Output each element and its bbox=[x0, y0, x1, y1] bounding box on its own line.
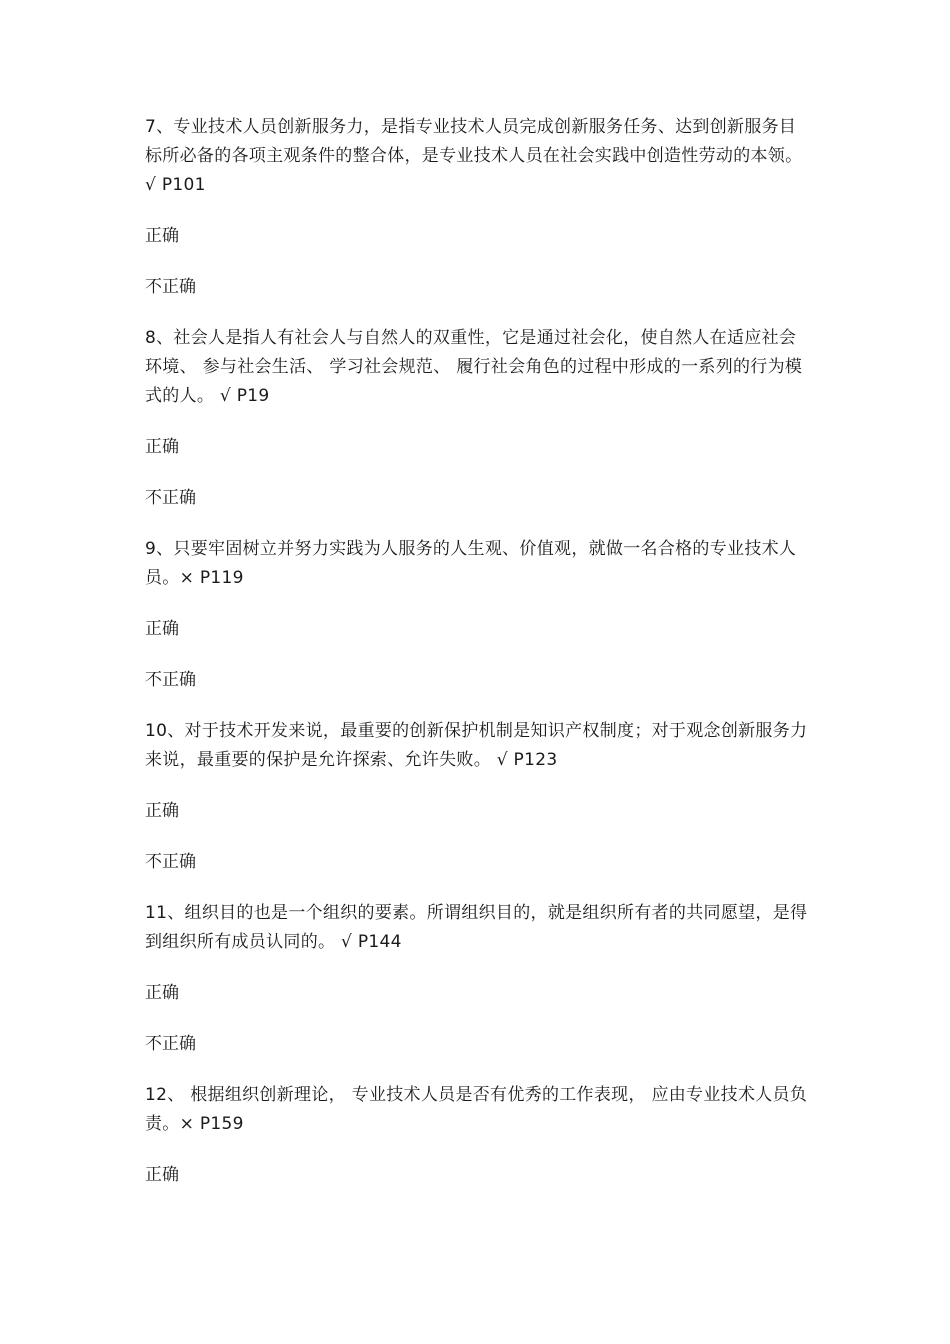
option-correct[interactable]: 正确 bbox=[145, 983, 179, 1003]
question-10 bbox=[145, 717, 810, 899]
question-text: 9、只要牢固树立并努力实践为人服务的人生观、价值观，就做一名合格的专业技术人员。× P119 bbox=[145, 539, 797, 588]
question-7 bbox=[145, 113, 810, 324]
question-text: 8、社会人是指人有社会人与自然人的双重性，它是通过社会化，使自然人在适应社会环境、 参与社会生活、 学习社会规范、 履行社会角色的过程中形成的一系列的行为模式的人。 √ P19 bbox=[145, 328, 803, 406]
question-12 bbox=[145, 1081, 810, 1190]
option-incorrect[interactable]: 不正确 bbox=[145, 488, 196, 508]
option-correct[interactable]: 正确 bbox=[145, 226, 179, 246]
question-text: 12、 根据组织创新理论， 专业技术人员是否有优秀的工作表现， 应由专业技术人员负责。× P159 bbox=[145, 1085, 808, 1134]
question-11 bbox=[145, 899, 810, 1081]
option-correct[interactable]: 正确 bbox=[145, 437, 179, 457]
option-incorrect[interactable]: 不正确 bbox=[145, 277, 196, 297]
question-9 bbox=[145, 535, 810, 717]
option-correct[interactable]: 正确 bbox=[145, 619, 179, 639]
option-correct[interactable]: 正确 bbox=[145, 801, 179, 821]
option-incorrect[interactable]: 不正确 bbox=[145, 1034, 196, 1054]
question-text: 11、组织目的也是一个组织的要素。所谓组织目的，就是组织所有者的共同愿望，是得到组织所有成员认同的。 √ P144 bbox=[145, 903, 808, 952]
question-8 bbox=[145, 324, 810, 535]
option-incorrect[interactable]: 不正确 bbox=[145, 852, 196, 872]
question-text: 10、对于技术开发来说，最重要的创新保护机制是知识产权制度；对于观念创新服务力来说，最重要的保护是允许探索、允许失败。 √ P123 bbox=[145, 721, 808, 770]
question-text: 7、专业技术人员创新服务力，是指专业技术人员完成创新服务任务、达到创新服务目标所必备的各项主观条件的整合体，是专业技术人员在社会实践中创造性劳动的本领。 √ P101 bbox=[145, 117, 803, 195]
option-incorrect[interactable]: 不正确 bbox=[145, 670, 196, 690]
document-page bbox=[145, 113, 810, 1190]
option-correct[interactable]: 正确 bbox=[145, 1165, 179, 1185]
